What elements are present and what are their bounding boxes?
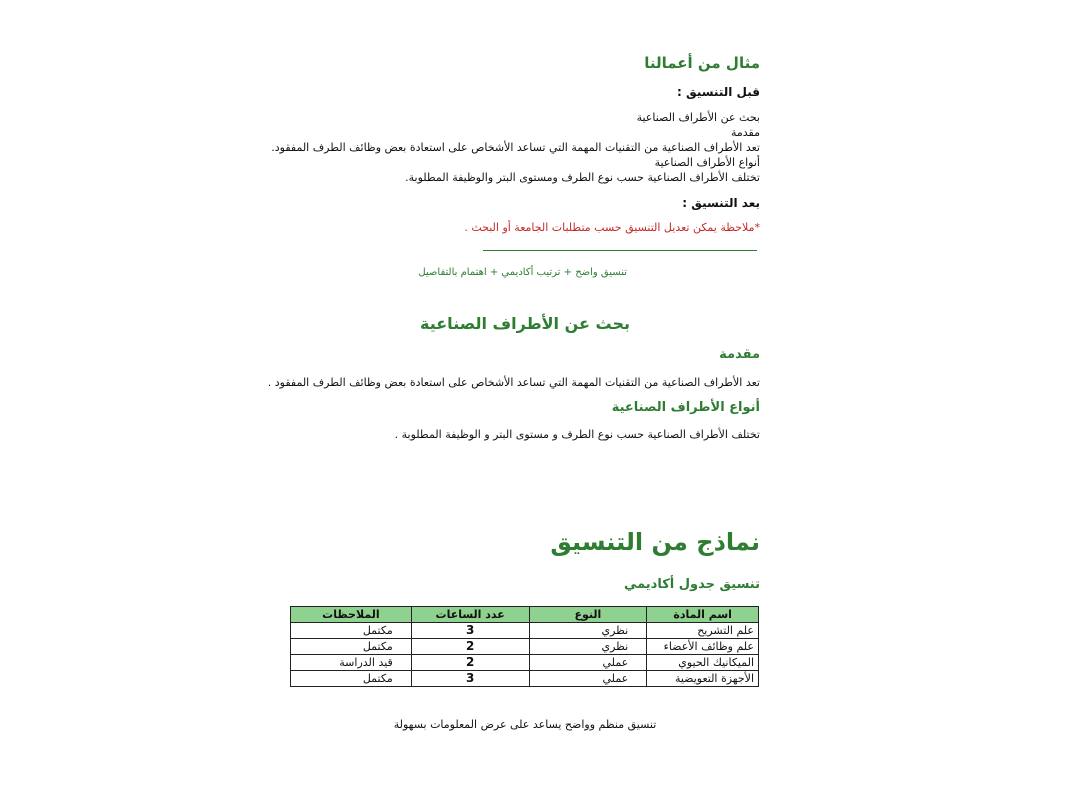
- tagline: تنسيق واضح + ترتيب أكاديمي + اهتمام بالتفاصيل: [418, 267, 627, 278]
- divider-line: [483, 250, 757, 251]
- table-row: [291, 623, 759, 639]
- intro-text: تعد الأطراف الصناعية من التقنيات المهمة التي تساعد الأشخاص على استعادة بعض وظائف الطرف المفقود .: [267, 376, 760, 389]
- header-type: النوع: [529, 607, 647, 623]
- after-label: بعد التنسيق :: [682, 196, 760, 210]
- table-header-row: [291, 607, 759, 623]
- samples-title: نماذج من التنسيق: [550, 528, 760, 556]
- before-line: بحث عن الأطراف الصناعية: [636, 111, 760, 124]
- cell-subject: علم التشريح: [647, 623, 759, 639]
- cell-hours: 3: [411, 623, 529, 639]
- table-row: [291, 655, 759, 671]
- cell-notes: مكتمل: [291, 623, 412, 639]
- types-heading: أنواع الأطراف الصناعية: [611, 400, 760, 415]
- table-row: [291, 639, 759, 655]
- example-title: بحث عن الأطراف الصناعية: [420, 314, 630, 333]
- cell-type: عملي: [529, 671, 647, 687]
- before-label: قبل التنسيق :: [677, 85, 760, 99]
- cell-notes: مكتمل: [291, 671, 412, 687]
- table-title: تنسيق جدول أكاديمي: [623, 577, 760, 592]
- note-text: *ملاحظة يمكن تعديل التنسيق حسب متطلبات الجامعة أو البحث .: [464, 221, 760, 234]
- header-hours: عدد الساعات: [411, 607, 529, 623]
- table-caption: تنسيق منظم وواضح يساعد على عرض المعلومات بسهولة: [393, 718, 657, 731]
- header-notes: الملاحظات: [291, 607, 412, 623]
- cell-notes: قيد الدراسة: [291, 655, 412, 671]
- before-line: أنواع الأطراف الصناعية: [654, 156, 760, 169]
- section-title: مثال من أعمالنا: [644, 54, 760, 72]
- cell-hours: 2: [411, 655, 529, 671]
- cell-notes: مكتمل: [291, 639, 412, 655]
- cell-hours: 3: [411, 671, 529, 687]
- cell-type: عملي: [529, 655, 647, 671]
- before-line: مقدمة: [730, 126, 760, 139]
- before-line: تعد الأطراف الصناعية من التقنيات المهمة التي تساعد الأشخاص على استعادة بعض وظائف الطرف المفقود.: [271, 141, 760, 154]
- before-line: تختلف الأطراف الصناعية حسب نوع الطرف ومستوى البتر والوظيفة المطلوبة.: [405, 171, 760, 184]
- header-subject: اسم المادة: [647, 607, 759, 623]
- cell-subject: الأجهزة التعويضية: [647, 671, 759, 687]
- cell-type: نظري: [529, 623, 647, 639]
- cell-subject: علم وظائف الأعضاء: [647, 639, 759, 655]
- types-text: تختلف الأطراف الصناعية حسب نوع الطرف و مستوى البتر و الوظيفة المطلوبة .: [394, 428, 760, 441]
- table-row: [291, 671, 759, 687]
- cell-type: نظري: [529, 639, 647, 655]
- cell-hours: 2: [411, 639, 529, 655]
- intro-heading: مقدمة: [719, 347, 760, 362]
- academic-table: [290, 606, 759, 687]
- cell-subject: الميكانيك الحيوي: [647, 655, 759, 671]
